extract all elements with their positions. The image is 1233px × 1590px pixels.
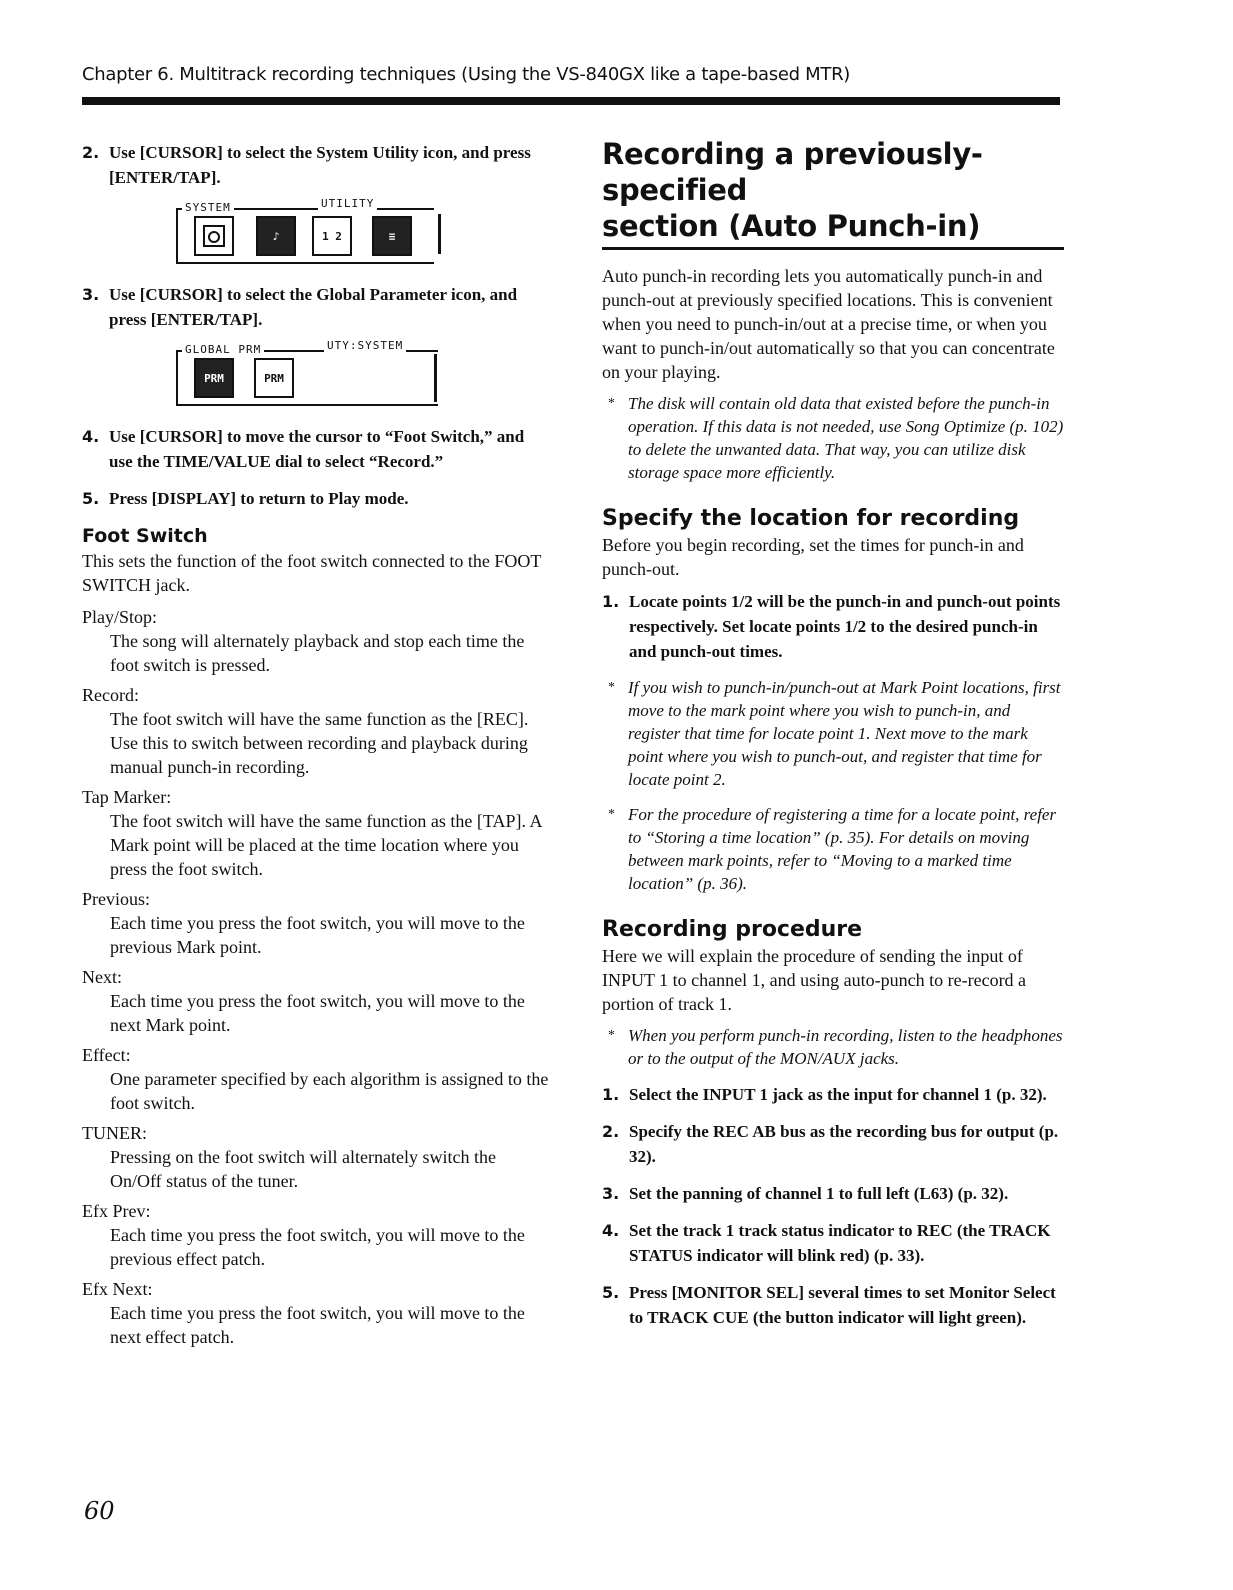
note-text: When you perform punch-in recording, listen to the headphones or to the output of the MON/AUX jacks.	[628, 1026, 1063, 1068]
term-tuner: TUNER:	[82, 1123, 147, 1143]
page-number: 60	[84, 1497, 115, 1525]
header-rule	[82, 97, 1060, 105]
step-5	[82, 486, 552, 511]
recording-procedure-intro: Here we will explain the procedure of sending the input of INPUT 1 to channel 1, and using auto-punch to re-record a portion of track 1.	[602, 946, 1027, 1014]
step-number: 3.	[602, 1184, 620, 1203]
section-title-line2: section (Auto Punch-in)	[602, 209, 981, 243]
procedure-step-1	[602, 1082, 1064, 1107]
step-text: Select the INPUT 1 jack as the input for channel 1 (p. 32).	[629, 1085, 1047, 1104]
step-number: 2.	[602, 1122, 620, 1141]
note-text: If you wish to punch-in/punch-out at Mark Point locations, first move to the mark point where you wish to punch-in, and register that time for locate point 1. Next move to the mark point where you wish to punch-out, and register that time for locate point 2.	[628, 678, 1061, 789]
foot-switch-intro: This sets the function of the foot switch connected to the FOOT SWITCH jack.	[82, 551, 542, 595]
step-number: 1.	[602, 1085, 620, 1104]
step-number: 1.	[602, 592, 620, 611]
desc-previous: Each time you press the foot switch, you will move to the previous Mark point.	[110, 913, 525, 957]
section-title-line1: Recording a previously-specified	[602, 137, 983, 207]
note-disk-data	[602, 392, 1064, 484]
desc-efx-prev: Each time you press the foot switch, you will move to the previous effect patch.	[110, 1225, 525, 1269]
note-asterisk-icon: *	[608, 807, 615, 822]
desc-play-stop: The song will alternately playback and stop each time the foot switch is pressed.	[110, 631, 525, 675]
step-text: Specify the REC AB bus as the recording bus for output (p. 32).	[629, 1122, 1059, 1166]
step-text: Use [CURSOR] to select the System Utility icon, and press [ENTER/TAP].	[109, 143, 531, 187]
system-icon	[194, 216, 234, 256]
note-registering-time	[602, 803, 1064, 895]
term-play-stop: Play/Stop:	[82, 607, 158, 627]
desc-next: Each time you press the foot switch, you will move to the next Mark point.	[110, 991, 525, 1035]
note-headphones	[602, 1024, 1064, 1070]
procedure-step-4	[602, 1218, 1064, 1268]
note-asterisk-icon: *	[608, 680, 615, 695]
lcd-tab-uty-system: UTY:SYSTEM	[324, 340, 406, 352]
title-rule	[602, 247, 1064, 250]
section-title	[602, 136, 1064, 244]
chapter-header: Chapter 6. Multitrack recording techniques (Using the VS-840GX like a tape-based MTR)	[82, 64, 851, 85]
desc-tuner: Pressing on the foot switch will alternately switch the On/Off status of the tuner.	[110, 1147, 496, 1191]
term-record: Record:	[82, 685, 139, 705]
lcd-system-utility	[176, 197, 552, 268]
specify-step-1	[602, 589, 1064, 664]
lcd-tab-utility: UTILITY	[318, 198, 377, 210]
specify-location-heading: Specify the location for recording	[602, 506, 1020, 531]
step-4	[82, 424, 552, 474]
recording-procedure-heading: Recording procedure	[602, 917, 863, 942]
procedure-step-2	[602, 1119, 1064, 1169]
step-number: 4.	[82, 427, 100, 446]
lcd-tab-global-prm: GLOBAL PRM	[182, 344, 264, 356]
desc-tap-marker: The foot switch will have the same function as the [TAP]. A Mark point will be placed at the time location where you press the foot switch.	[110, 811, 542, 879]
auto-punch-intro: Auto punch-in recording lets you automatically punch-in and punch-out at previously specified locations. This is convenient when you need to punch-in/out at a precise time, or when you want to punch-in/out automatically so that you can concentrate on your playing.	[602, 266, 1055, 382]
utility-icon: ♪	[256, 216, 296, 256]
step-number: 2.	[82, 143, 100, 162]
note-text: The disk will contain old data that existed before the punch-in operation. If this data is not needed, use Song Optimize (p. 102) to delete the unwanted data. That way, you can utilize disk storage space more efficiently.	[628, 394, 1064, 482]
left-column	[82, 140, 552, 1355]
note-asterisk-icon: *	[608, 396, 615, 411]
step-text: Locate points 1/2 will be the punch-in and punch-out points respectively. Set locate points 1/2 to the desired punch-in and punch-out times.	[629, 592, 1061, 661]
step-text: Set the panning of channel 1 to full left (L63) (p. 32).	[629, 1184, 1009, 1203]
note-asterisk-icon: *	[608, 1028, 615, 1043]
lcd-scrollbar	[438, 214, 441, 254]
desc-record: The foot switch will have the same function as the [REC]. Use this to switch between recording and playback during manual punch-in recording.	[110, 709, 529, 777]
step-number: 3.	[82, 285, 100, 304]
term-next: Next:	[82, 967, 122, 987]
prm-icon: PRM	[254, 358, 294, 398]
desc-efx-next: Each time you press the foot switch, you will move to the next effect patch.	[110, 1303, 525, 1347]
term-efx-prev: Efx Prev:	[82, 1201, 151, 1221]
term-previous: Previous:	[82, 889, 151, 909]
note-text: For the procedure of registering a time for a locate point, refer to “Storing a time location” (p. 35). For details on moving between mark points, refer to “Moving to a marked time location” (p. 36).	[628, 805, 1057, 893]
step-text: Use [CURSOR] to select the Global Parameter icon, and press [ENTER/TAP].	[109, 285, 518, 329]
term-efx-next: Efx Next:	[82, 1279, 153, 1299]
foot-switch-heading: Foot Switch	[82, 525, 208, 547]
step-number: 5.	[602, 1283, 620, 1302]
procedure-step-3	[602, 1181, 1064, 1206]
disk-icon	[201, 223, 227, 249]
lcd-tab-system: SYSTEM	[182, 202, 234, 214]
specify-location-intro: Before you begin recording, set the times for punch-in and punch-out.	[602, 535, 1024, 579]
step-text: Use [CURSOR] to move the cursor to “Foot Switch,” and use the TIME/VALUE dial to select “Record.”	[109, 427, 525, 471]
step-number: 5.	[82, 489, 100, 508]
term-effect: Effect:	[82, 1045, 131, 1065]
step-text: Press [MONITOR SEL] several times to set Monitor Select to TRACK CUE (the button indicator will light green).	[629, 1283, 1056, 1327]
desc-effect: One parameter specified by each algorithm is assigned to the foot switch.	[110, 1069, 549, 1113]
locate-icon: 1 2	[312, 216, 352, 256]
note-mark-point	[602, 676, 1064, 791]
step-2	[82, 140, 552, 190]
term-tap-marker: Tap Marker:	[82, 787, 172, 807]
step-number: 4.	[602, 1221, 620, 1240]
step-text: Press [DISPLAY] to return to Play mode.	[109, 489, 409, 508]
step-3	[82, 282, 552, 332]
global-prm-icon: PRM	[194, 358, 234, 398]
procedure-step-5	[602, 1280, 1064, 1330]
system-utility-icon: ≡	[372, 216, 412, 256]
lcd-scrollbar	[434, 354, 437, 402]
step-text: Set the track 1 track status indicator to REC (the TRACK STATUS indicator will blink red) (p. 33).	[629, 1221, 1051, 1265]
lcd-global-parameter	[176, 339, 552, 410]
right-column	[602, 136, 1064, 1342]
